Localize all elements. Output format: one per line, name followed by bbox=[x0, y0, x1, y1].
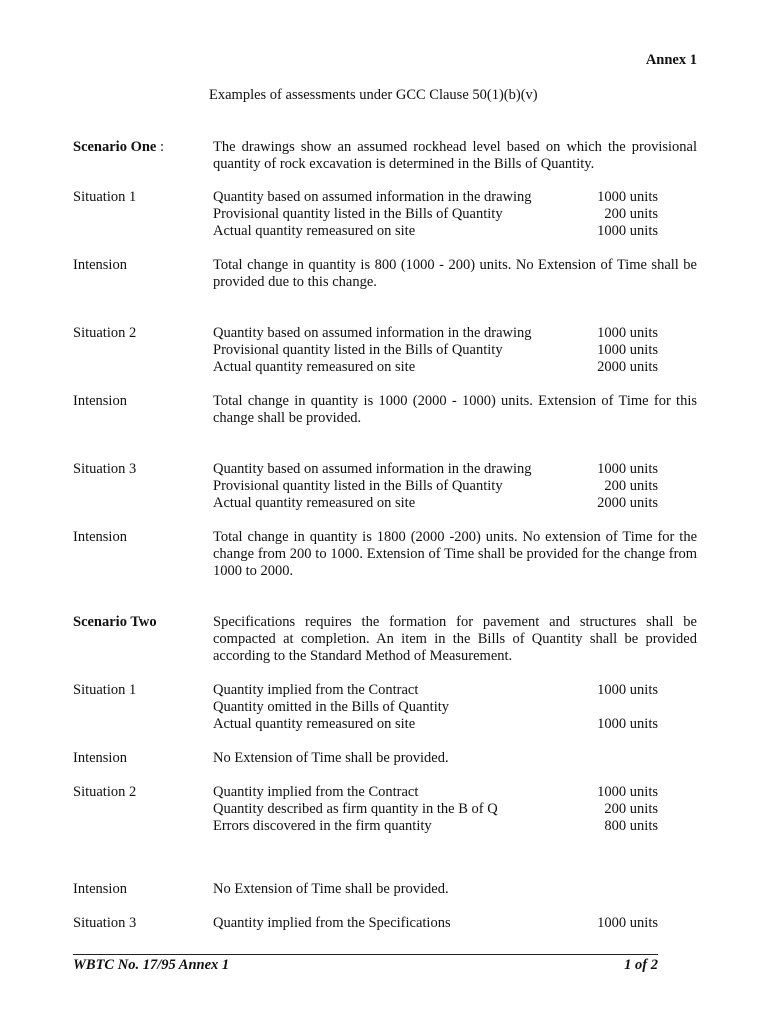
s1-sit2-row-1 bbox=[213, 325, 658, 342]
footer-divider bbox=[73, 954, 658, 955]
scenario-one-heading bbox=[73, 139, 164, 156]
s2-sit2-row-1 bbox=[213, 784, 658, 801]
scenario-one-label: Scenario One bbox=[73, 139, 157, 155]
row-value: 1000 units bbox=[597, 342, 658, 358]
row-desc: Actual quantity remeasured on site bbox=[213, 359, 416, 375]
row-value: 1000 units bbox=[597, 461, 658, 477]
s2-sit3-row-1 bbox=[213, 915, 658, 932]
s2-situation-1-label: Situation 1 bbox=[73, 682, 137, 698]
s1-sit2-intension-label: Intension bbox=[73, 393, 127, 409]
row-desc: Quantity based on assumed information in the drawing bbox=[213, 325, 532, 341]
s2-sit2-row-3 bbox=[213, 818, 658, 835]
s2-sit1-row-3 bbox=[213, 716, 658, 733]
row-desc: Errors discovered in the firm quantity bbox=[213, 818, 432, 834]
row-desc: Provisional quantity listed in the Bills of Quantity bbox=[213, 206, 503, 222]
s1-sit1-row-2 bbox=[213, 206, 658, 223]
row-value: 200 units bbox=[604, 478, 658, 494]
row-value: 1000 units bbox=[597, 716, 658, 732]
s2-sit1-row-2 bbox=[213, 699, 658, 716]
s2-situation-3-label: Situation 3 bbox=[73, 915, 137, 931]
row-desc: Quantity implied from the Contract bbox=[213, 784, 419, 800]
s1-sit3-intension-text: Total change in quantity is 1800 (2000 -200) units. No extension of Time for the change from 200 to 1000. Extension of Time shall be provided for the change from 1000 to 2000. bbox=[213, 529, 697, 579]
row-value: 200 units bbox=[604, 206, 658, 222]
footer-reference: WBTC No. 17/95 Annex 1 bbox=[73, 957, 230, 973]
document-title: Examples of assessments under GCC Clause 50(1)(b)(v) bbox=[209, 87, 538, 103]
s2-sit2-intension-label: Intension bbox=[73, 881, 127, 897]
s1-sit3-row-3 bbox=[213, 495, 658, 512]
s1-sit1-row-1 bbox=[213, 189, 658, 206]
s1-sit3-intension-label: Intension bbox=[73, 529, 127, 545]
row-value: 1000 units bbox=[597, 784, 658, 800]
row-desc: Quantity based on assumed information in the drawing bbox=[213, 461, 532, 477]
s1-sit2-row-3 bbox=[213, 359, 658, 376]
s1-sit2-row-2 bbox=[213, 342, 658, 359]
s2-sit1-intension-text: No Extension of Time shall be provided. bbox=[213, 750, 449, 766]
row-value: 1000 units bbox=[597, 223, 658, 239]
row-desc: Quantity implied from the Specifications bbox=[213, 915, 451, 931]
scenario-two-description: Specifications requires the formation for pavement and structures shall be compacted at completion. An item in the Bills of Quantity shall be provided according to the Standard Method of Measurement. bbox=[213, 614, 697, 664]
row-value: 800 units bbox=[604, 818, 658, 834]
scenario-one-colon: : bbox=[156, 139, 165, 155]
scenario-one-description: The drawings show an assumed rockhead level based on which the provisional quantity of rock excavation is determined in the Bills of Quantity. bbox=[213, 139, 697, 172]
row-value: 200 units bbox=[604, 801, 658, 817]
footer-page-number: 1 of 2 bbox=[624, 957, 658, 973]
row-desc: Quantity described as firm quantity in the B of Q bbox=[213, 801, 498, 817]
row-value: 2000 units bbox=[597, 495, 658, 511]
row-desc: Quantity based on assumed information in the drawing bbox=[213, 189, 532, 205]
row-value: 1000 units bbox=[597, 915, 658, 931]
row-desc: Quantity omitted in the Bills of Quantity bbox=[213, 699, 450, 715]
row-desc: Actual quantity remeasured on site bbox=[213, 223, 416, 239]
scenario-two-label: Scenario Two bbox=[73, 614, 157, 630]
row-desc: Actual quantity remeasured on site bbox=[213, 716, 416, 732]
s1-situation-2-label: Situation 2 bbox=[73, 325, 137, 341]
row-desc: Provisional quantity listed in the Bills of Quantity bbox=[213, 342, 503, 358]
s2-situation-2-label: Situation 2 bbox=[73, 784, 137, 800]
row-value: 2000 units bbox=[597, 359, 658, 375]
s1-sit3-row-2 bbox=[213, 478, 658, 495]
s1-sit2-intension-text: Total change in quantity is 1000 (2000 - 1000) units. Extension of Time for this change shall be provided. bbox=[213, 393, 697, 426]
row-desc: Provisional quantity listed in the Bills of Quantity bbox=[213, 478, 503, 494]
s1-sit1-intension-text: Total change in quantity is 800 (1000 - 200) units. No Extension of Time shall be provided due to this change. bbox=[213, 257, 697, 290]
s2-sit2-intension-text: No Extension of Time shall be provided. bbox=[213, 881, 449, 897]
s2-sit2-row-2 bbox=[213, 801, 658, 818]
row-value: 1000 units bbox=[597, 682, 658, 698]
row-desc: Actual quantity remeasured on site bbox=[213, 495, 416, 511]
row-value: 1000 units bbox=[597, 189, 658, 205]
row-value: 1000 units bbox=[597, 325, 658, 341]
row-desc: Quantity implied from the Contract bbox=[213, 682, 419, 698]
s2-sit1-intension-label: Intension bbox=[73, 750, 127, 766]
s1-sit1-row-3 bbox=[213, 223, 658, 240]
annex-label: Annex 1 bbox=[645, 52, 697, 68]
s2-sit1-row-1 bbox=[213, 682, 658, 699]
s1-sit3-row-1 bbox=[213, 461, 658, 478]
s1-situation-1-label: Situation 1 bbox=[73, 189, 137, 205]
s1-sit1-intension-label: Intension bbox=[73, 257, 127, 273]
s1-situation-3-label: Situation 3 bbox=[73, 461, 137, 477]
